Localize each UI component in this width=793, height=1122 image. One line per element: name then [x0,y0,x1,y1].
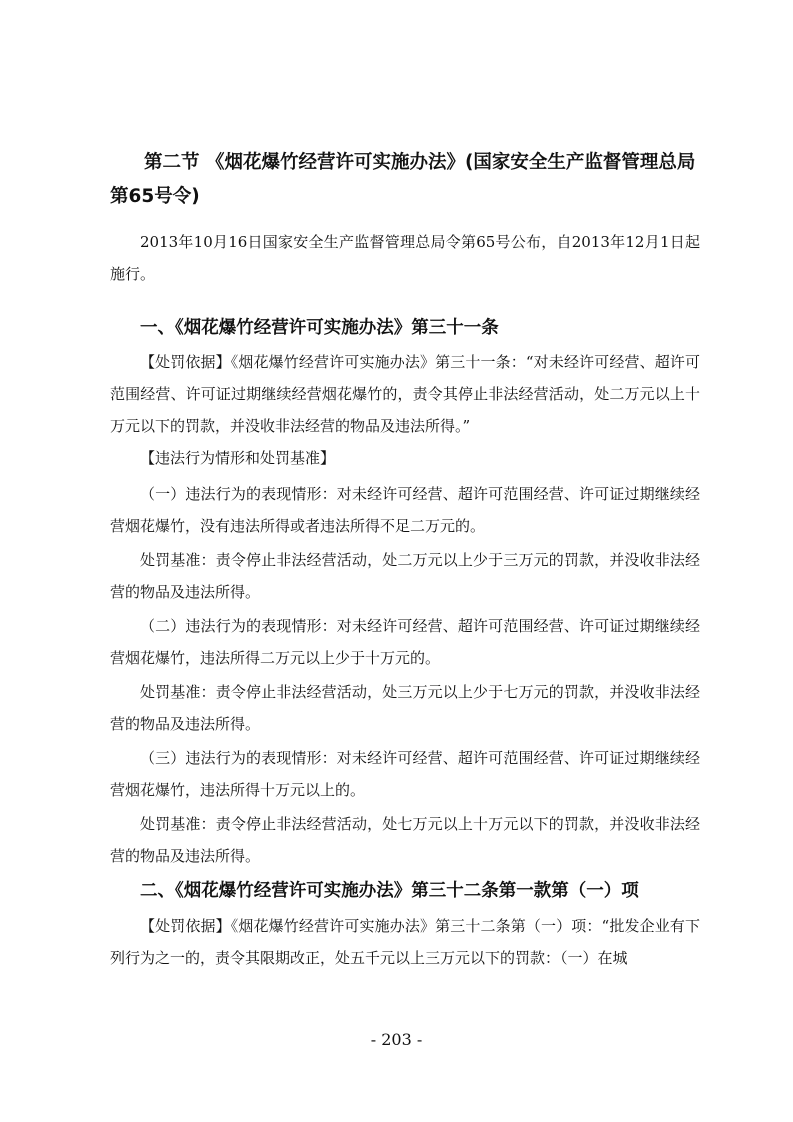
article-1-penalty-1: 处罚基准：责令停止非法经营活动，处二万元以上少于三万元的罚款，并没收非法经营的物品及违法所得。 [110,551,700,601]
article-1-title: 一、《烟花爆竹经营许可实施办法》第三十一条 [140,318,499,338]
article-1-penalty-2: 处罚基准：责令停止非法经营活动，处三万元以上少于七万元的罚款，并没收非法经营的物品及违法所得。 [110,683,700,733]
article-2-title: 二、《烟花爆竹经营许可实施办法》第三十二条第一款第（一）项 [140,881,639,901]
article-1-basis: 【处罚依据】《烟花爆竹经营许可实施办法》第三十一条：“对未经许可经营、超许可范围经营、许可证过期继续经营烟花爆竹的，责令其停止非法经营活动，处二万元以上十万元以下的罚款，并没收非法经营的物品及违法所得。” [110,353,700,435]
article-1-case-3: （三）违法行为的表现情形：对未经许可经营、超许可范围经营、许可证过期继续经营烟花爆竹，违法所得十万元以上的。 [110,749,700,799]
article-2-basis: 【处罚依据】《烟花爆竹经营许可实施办法》第三十二条第（一）项：“批发企业有下列行为之一的，责令其限期改正，处五千元以上三万元以下的罚款：（一）在城 [110,917,700,967]
article-1-criteria-label: 【违法行为情形和处罚基准】 [140,449,336,467]
intro-paragraph: 2013年10月16日国家安全生产监督管理总局令第65号公布，自2013年12月1日起施行。 [110,233,700,283]
article-1-case-1: （一）违法行为的表现情形：对未经许可经营、超许可范围经营、许可证过期继续经营烟花爆竹，没有违法所得或者违法所得不足二万元的。 [110,485,700,535]
section-title: 第二节 《烟花爆竹经营许可实施办法》(国家安全生产监督管理总局第65号令) [110,152,696,207]
page-number: - 203 - [370,1030,423,1049]
article-1-penalty-3: 处罚基准：责令停止非法经营活动，处七万元以上十万元以下的罚款，并没收非法经营的物品及违法所得。 [110,815,700,865]
article-1-case-2: （二）违法行为的表现情形：对未经许可经营、超许可范围经营、许可证过期继续经营烟花爆竹，违法所得二万元以上少于十万元的。 [110,617,700,667]
